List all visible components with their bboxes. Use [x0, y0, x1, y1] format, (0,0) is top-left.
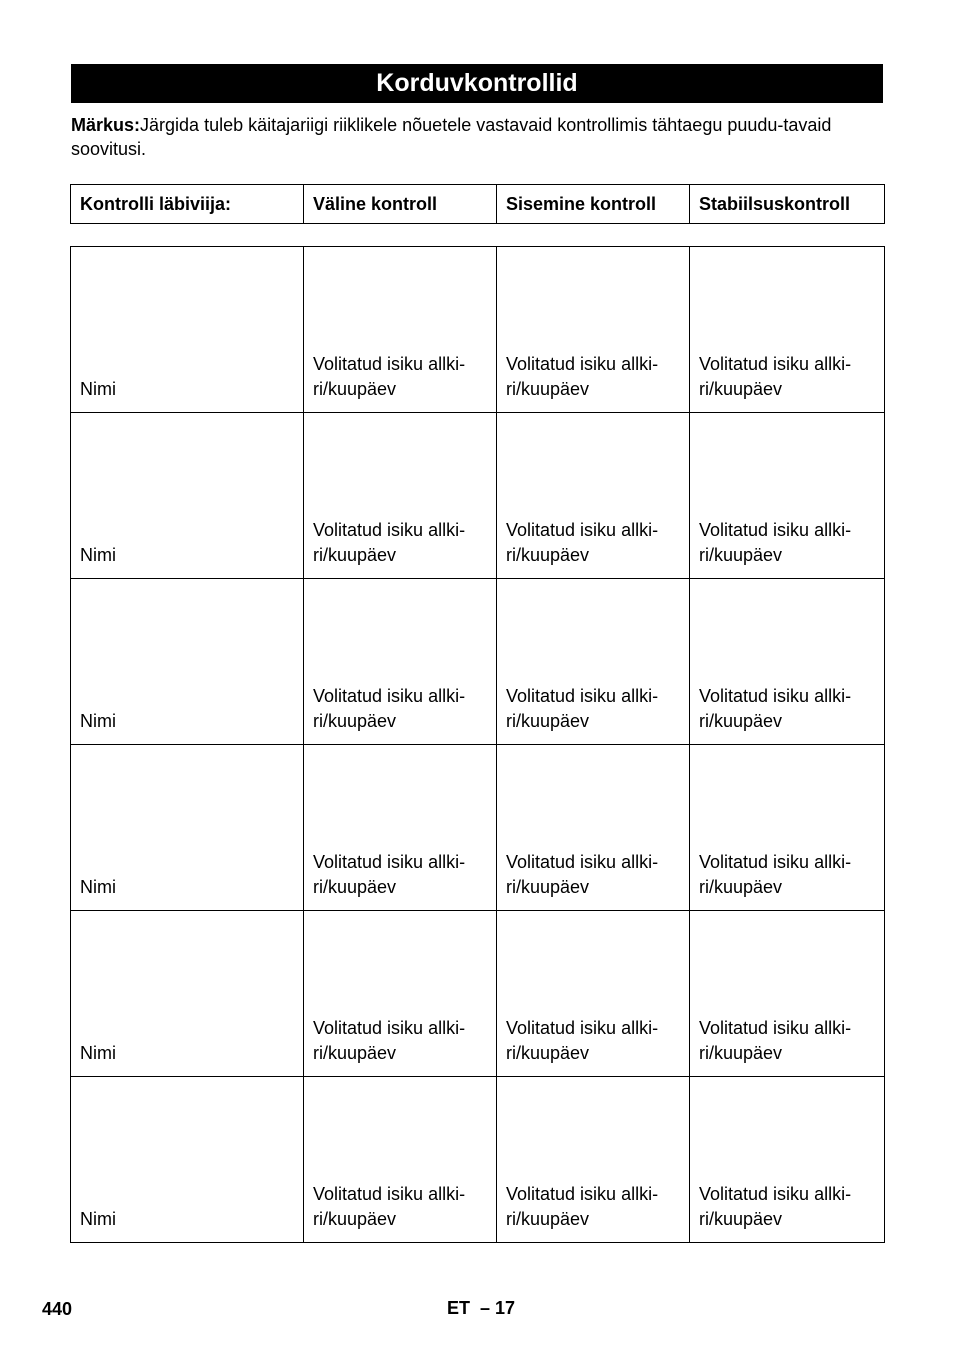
cell-external-signature: Volitatud isiku allki-ri/kuupäev	[304, 413, 497, 579]
cell-name: Nimi	[71, 1077, 304, 1243]
note-label: Märkus:	[71, 115, 141, 135]
cell-external-signature: Volitatud isiku allki-ri/kuupäev	[304, 579, 497, 745]
cell-external-signature: Volitatud isiku allki-ri/kuupäev	[304, 247, 497, 413]
cell-name: Nimi	[71, 745, 304, 911]
inspection-record-table	[70, 246, 885, 1243]
cell-external-signature: Volitatud isiku allki-ri/kuupäev	[304, 745, 497, 911]
inspection-header-table	[70, 184, 885, 224]
cell-internal-signature: Volitatud isiku allki-ri/kuupäev	[497, 247, 690, 413]
header-external-check: Väline kontroll	[304, 185, 497, 224]
table-row	[71, 745, 885, 911]
cell-name: Nimi	[71, 579, 304, 745]
table-row	[71, 413, 885, 579]
cell-internal-signature: Volitatud isiku allki-ri/kuupäev	[497, 1077, 690, 1243]
cell-stability-signature: Volitatud isiku allki-ri/kuupäev	[690, 1077, 885, 1243]
cell-internal-signature: Volitatud isiku allki-ri/kuupäev	[497, 413, 690, 579]
cell-external-signature: Volitatud isiku allki-ri/kuupäev	[304, 1077, 497, 1243]
cell-internal-signature: Volitatud isiku allki-ri/kuupäev	[497, 911, 690, 1077]
header-internal-check: Sisemine kontroll	[497, 185, 690, 224]
table-row	[71, 1077, 885, 1243]
header-stability-check: Stabiilsuskontroll	[690, 185, 885, 224]
page-title: Korduvkontrollid	[71, 64, 883, 103]
cell-stability-signature: Volitatud isiku allki-ri/kuupäev	[690, 745, 885, 911]
cell-internal-signature: Volitatud isiku allki-ri/kuupäev	[497, 579, 690, 745]
section-code: ET	[447, 1298, 471, 1318]
cell-stability-signature: Volitatud isiku allki-ri/kuupäev	[690, 413, 885, 579]
section-page-label	[447, 1298, 515, 1319]
section-page: – 17	[480, 1298, 516, 1318]
header-inspector: Kontrolli läbiviija:	[71, 185, 304, 224]
cell-stability-signature: Volitatud isiku allki-ri/kuupäev	[690, 247, 885, 413]
table-row	[71, 247, 885, 413]
page-number: 440	[42, 1299, 73, 1319]
table-row	[71, 911, 885, 1077]
cell-name: Nimi	[71, 247, 304, 413]
table-row	[71, 579, 885, 745]
note-paragraph	[71, 113, 883, 161]
cell-stability-signature: Volitatud isiku allki-ri/kuupäev	[690, 911, 885, 1077]
cell-stability-signature: Volitatud isiku allki-ri/kuupäev	[690, 579, 885, 745]
cell-external-signature: Volitatud isiku allki-ri/kuupäev	[304, 911, 497, 1077]
note-text: Järgida tuleb käitajariigi riiklikele nõuetele vastavaid kontrollimis tähtaegu puudu-tavaid soovitusi.	[71, 115, 832, 159]
cell-name: Nimi	[71, 911, 304, 1077]
header-row	[71, 185, 885, 224]
cell-internal-signature: Volitatud isiku allki-ri/kuupäev	[497, 745, 690, 911]
cell-name: Nimi	[71, 413, 304, 579]
